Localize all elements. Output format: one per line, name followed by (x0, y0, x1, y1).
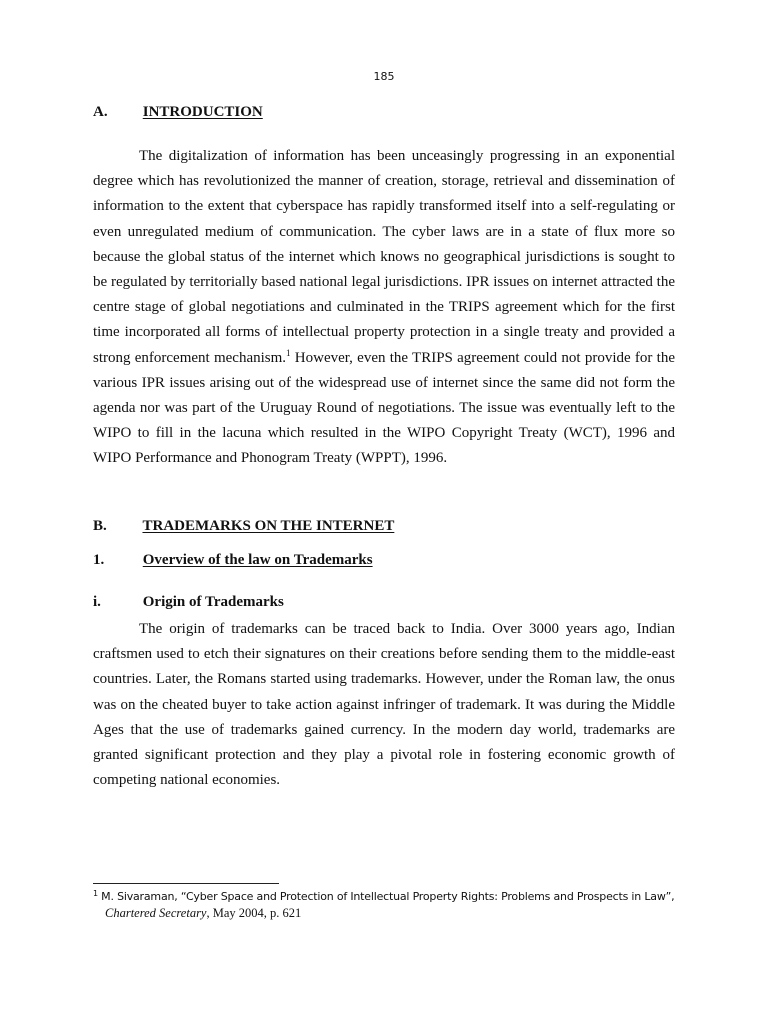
footnote-details: , May 2004, p. 621 (206, 906, 302, 920)
subsection-heading-origin (93, 594, 284, 611)
paragraph-text-part-2: However, even the TRIPS agreement could not provide for the various IPR issues arising out of the widespread use of internet since the same did not form the agenda nor was part of the Uruguay Round of negotiations. The issue was eventually left to the WIPO to fill in the lacuna which resulted in the WIPO Copyright Treaty (WCT), 1996 and WIPO Performance and Phonogram Treaty (WPPT), 1996. (93, 349, 675, 467)
origin-paragraph: The origin of trademarks can be traced back to India. Over 3000 years ago, Indian craftsmen used to etch their signatures on their creations before sending them to the middle-east countries. Later, the Romans started using trademarks. However, under the Roman law, the onus was on the cheated buyer to take action against infringer of trademark. It was during the Middle Ages that the use of trademarks gained currency. In the modern day world, trademarks are granted significant protection and they play a pivotal role in fostering economic growth of competing national economies. (93, 621, 675, 789)
footnote-mark: 1 (93, 889, 98, 898)
paragraph-text-part-1: The digitalization of information has been unceasingly progressing in an exponential degree which has revolutionized the manner of creation, storage, retrieval and dissemination of information to the extent that cyberspace has rapidly transformed itself into a self-regulating or even unregulated medium of communication. The cyber laws are in a state of flux more so because the global status of the internet which knows no geographical jurisdictions is sought to be regulated by territorially based national legal jurisdictions. IPR issues on internet attracted the centre stage of global negotiations and culminated in the TRIPS agreement which for the first time incorporated all forms of intellectual property protection in a single treaty and provided a strong enforcement mechanism. (93, 148, 675, 366)
footnote-journal: Chartered Secretary (105, 906, 207, 920)
footnote-line-2 (93, 905, 693, 922)
section-heading-trademarks (93, 518, 394, 535)
section-title: TRADEMARKS ON THE INTERNET (142, 518, 395, 534)
subsection-label: i. (93, 594, 101, 610)
subsection-title: Overview of the law on Trademarks (142, 552, 373, 568)
subsection-title: Origin of Trademarks (142, 594, 284, 610)
footnote-reference: 1 (286, 347, 291, 358)
introduction-paragraph (93, 144, 675, 472)
footnote-line-1 (93, 888, 693, 905)
footnote-separator (93, 883, 279, 884)
subsection-label: 1. (93, 552, 105, 568)
section-label: A. (93, 104, 108, 120)
section-title: INTRODUCTION (142, 104, 263, 120)
subsection-heading-overview (93, 552, 373, 569)
section-label: B. (93, 518, 107, 534)
page-number: 185 (373, 70, 395, 83)
footnote (93, 888, 693, 922)
section-heading-introduction (93, 104, 263, 121)
footnote-author-title: M. Sivaraman, “Cyber Space and Protection of Intellectual Property Rights: Problems and Prospects in Law”, (97, 890, 675, 903)
